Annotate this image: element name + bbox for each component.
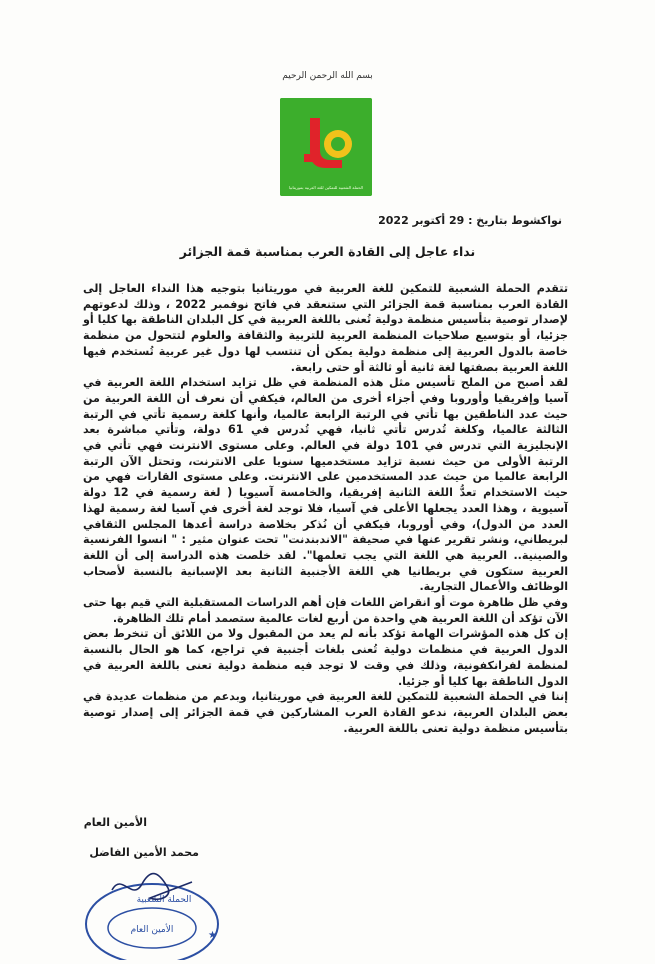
basmala: بسم الله الرحمن الرحيم xyxy=(282,71,373,81)
body-paragraph: إننا في الحملة الشعبية للتمكين للغة العربية في موريتانيا، وبدعم من منظمات عديدة في بعض البلدان العربية، ندعو القادة العرب المشاركين في قمة الجزائر إلى إصدار توصية بتأسيس منظمة دولية تعنى باللغة العربية. xyxy=(83,690,568,735)
stamp-inner-text: الأمين العام xyxy=(130,925,174,935)
body-paragraph: وفي ظل ظاهرة موت أو انقراض اللغات فإن أهم الدراسات المستقبلية التي قيم بها حتى الآن تؤكد أن اللغة العربية هي واحدة من أربع لغات عالمية ستصمد أمام تلك الظاهرة. xyxy=(83,596,568,625)
body-paragraph: تتقدم الحملة الشعبية للتمكين للغة العربية في موريتانيا بتوجيه هذا النداء العاجل إلى القادة العرب بمناسبة قمة الجزائر التي ستنعقد في فاتح نوفمبر 2022 ، وذلك لدعوتهم لإصدار توصية بتأسيس منظمة دولية تُعنى باللغة العربية في كل البلدان الناطقة بها كليا أو جزئيا، أو بتوسيع صلاحيات المنظمة العربية للتربية والثقافة والعلوم لتتحول من منظمة خاصة بالدول العربية إلى منظمة دولية يمكن أن تنتسب لها دول غير عربية تُستخدم فيها اللغة العربية بصفتها لغة ثانية أو ثالثة أو حتى رابعة. xyxy=(83,282,568,374)
letter-date: نواكشوط بتاريخ : 29 أكتوبر 2022 xyxy=(378,214,562,227)
stamp-top-text: الحملة الشعبية xyxy=(136,895,192,905)
letter-title: نداء عاجل إلى القادة العرب بمناسبة قمة الجزائر xyxy=(179,244,476,259)
campaign-logo xyxy=(280,98,372,196)
body-paragraph: إن كل هذه المؤشرات الهامة تؤكد بأنه لم يعد من المقبول ولا من اللائق أن تنخرط بعض الدول العربية في منظمات دولية تُعنى بلغات أجنبية في تراجع، كما هو الحال بالنسبة لمنظمة لفرانكفونية، وذلك في وقت لا توجد فيه منظمة دولية تعنى باللغة العربية في الدول الناطقة بها كليا أو جزئيا. xyxy=(83,627,568,688)
signatory-title: الأمين العام xyxy=(83,816,147,829)
official-stamp xyxy=(72,862,222,960)
logo-caption: الحملة الشعبية للتمكين للغة العربية بموريتانيا xyxy=(288,185,363,190)
stamp-seal-icon xyxy=(72,862,222,960)
letter-body xyxy=(83,281,568,736)
logo-mark-icon xyxy=(280,98,372,196)
svg-text:★: ★ xyxy=(208,930,217,941)
body-paragraph: لقد أصبح من الملح تأسيس مثل هذه المنظمة في ظل تزايد استخدام اللغة العربية في آسيا وإفريقيا وأوروبا وفي أجزاء أخرى من العالم، فيكفي أن نعرف أن اللغة العربية من حيث عدد الناطقين بها تأتي في الرتبة الرابعة عالميا، وأنها كلغة رسمية تأتي في الرتبة الثالثة عالميا، وكلغة تُدرس تأتي ثانيا، فهي تُدرس في 61 دولة، وتأتي مباشرة بعد الإنجليزية التي تدرس في 101 دولة في العالم. وعلى مستوى الانترنت فهي تأتي في الرتبة الأولى من حيث نسبة تزايد مستخدميها سنويا على الانترنت، وتحتل الآن الرتبة الرابعة عالميا من حيث عدد المستخدمين على الانترنت. وعلى مستوى القارات فهي من حيث الاستخدام تعدُّ اللغة الثانية إفريقيا، والخامسة آسيويا ( لغة رسمية في 12 دولة آسيوية ، وهذا العدد يجعلها الأعلى في آسيا، فلا توجد لغة أخرى في آسيا لغة رسمية لهذا العدد من الدول)، وفي أوروبا، فيكفي أن نُذكر بخلاصة دراسة أعدها المجلس الثقافي لبريطاني، ونشر تقرير عنها في صحيفة "الاندبندنت" تحت عنوان مثير : " انسوا الفرنسية والصينية.. العربية هي اللغة التي يجب تعلمها". لقد خلصت هذه الدراسة إلى أن اللغة العربية ستكون في بريطانيا هي اللغة الأجنبية الثانية بعد الإسبانية بالنسبة لأصحاب الوظائف والأعمال التجارية. xyxy=(83,376,568,594)
signatory-name: محمد الأمين الفاضل xyxy=(89,846,199,859)
